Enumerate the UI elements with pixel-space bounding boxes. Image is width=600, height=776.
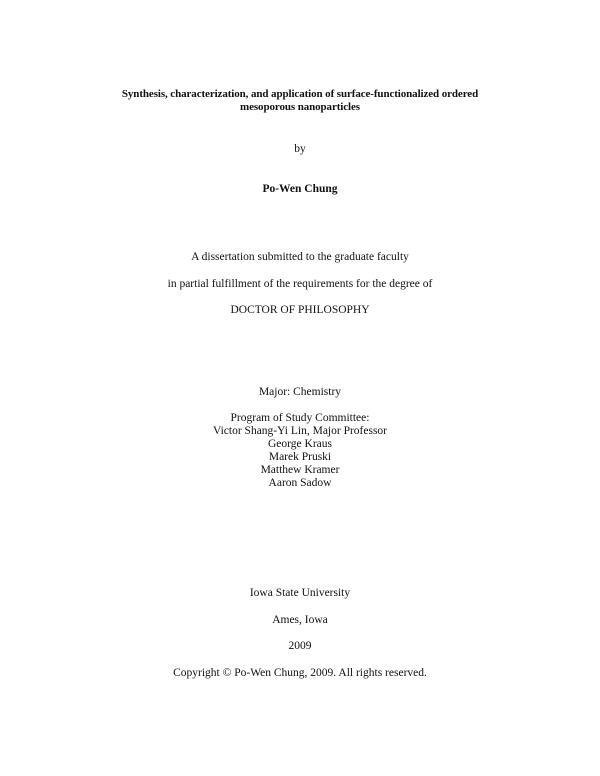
- university-name: Iowa State University: [249, 587, 351, 599]
- major-field: Major: Chemistry: [258, 386, 342, 398]
- title-line-1: Synthesis, characterization, and application of surface-functionalized ordered: [121, 88, 479, 100]
- degree-name: DOCTOR OF PHILOSOPHY: [230, 304, 370, 316]
- committee-heading: Program of Study Committee:: [230, 412, 370, 424]
- committee-block: [0, 412, 600, 490]
- year: 2009: [288, 640, 312, 652]
- author-name: Po-Wen Chung: [262, 183, 338, 195]
- by-label: by: [294, 143, 306, 155]
- committee-member: Matthew Kramer: [260, 464, 340, 476]
- university-location: Ames, Iowa: [272, 614, 328, 626]
- committee-member: George Kraus: [268, 438, 332, 450]
- submission-line-1: A dissertation submitted to the graduate faculty: [191, 251, 409, 263]
- copyright-notice: Copyright © Po-Wen Chung, 2009. All rights reserved.: [173, 667, 427, 679]
- committee-member: Marek Pruski: [268, 451, 332, 463]
- submission-line-2: in partial fulfillment of the requirements for the degree of: [167, 278, 433, 290]
- committee-member: Victor Shang-Yi Lin, Major Professor: [212, 425, 388, 437]
- committee-member: Aaron Sadow: [268, 477, 332, 489]
- title-line-2: mesoporous nanoparticles: [240, 101, 360, 113]
